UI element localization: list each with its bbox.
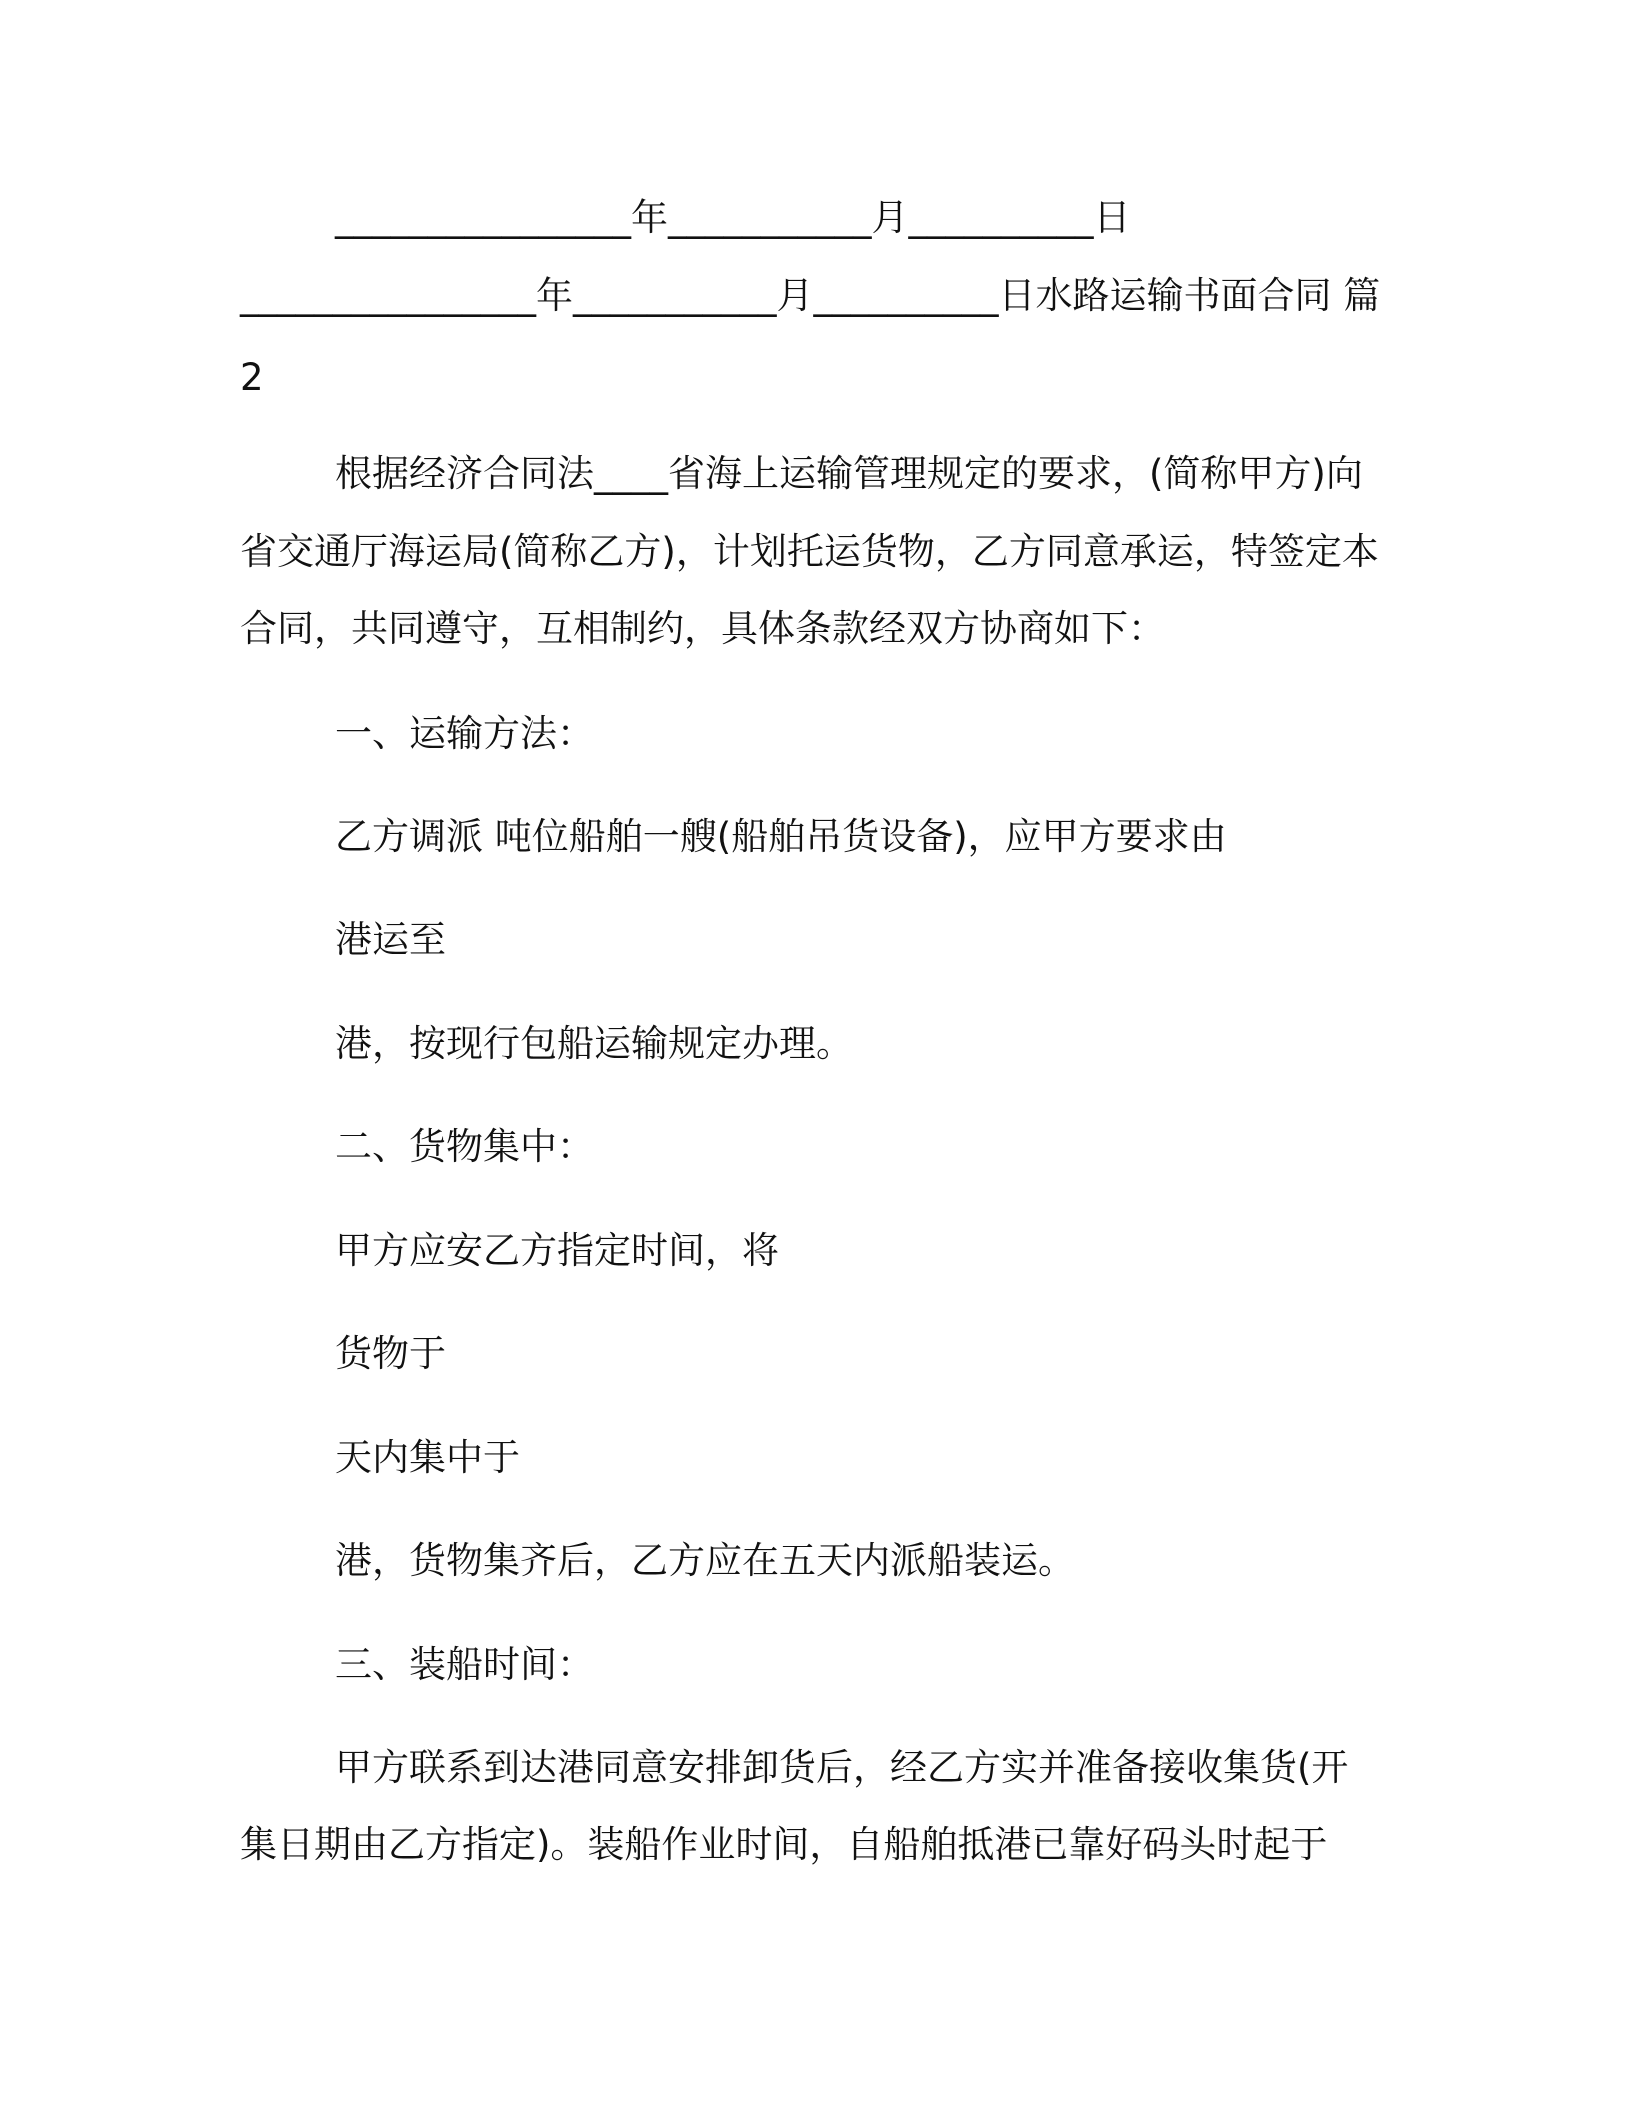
paragraph-line: 港，货物集齐后，乙方应在五天内派船装运。 [335, 1539, 1075, 1582]
title-line: ________________年___________月__________日水路运输书面合同 篇 [240, 274, 1381, 317]
paragraph-line: 甲方联系到达港同意安排卸货后，经乙方实并准备接收集货(开 [335, 1746, 1349, 1789]
paragraph-line: 集日期由乙方指定)。装船作业时间，自船舶抵港已靠好码头时起于 [240, 1823, 1328, 1866]
paragraph-line: 港运至 [335, 918, 446, 961]
paragraph-line: 货物于 [335, 1332, 446, 1375]
section-heading: 一、运输方法： [335, 712, 594, 755]
paragraph-line: 港，按现行包船运输规定办理。 [335, 1022, 853, 1065]
paragraph-line: 省交通厅海运局(简称乙方)，计划托运货物，乙方同意承运，特签定本 [240, 530, 1379, 573]
paragraph-line: 根据经济合同法____省海上运输管理规定的要求，(简称甲方)向 [335, 452, 1363, 495]
paragraph-line: 天内集中于 [335, 1436, 520, 1479]
date-line: ________________年___________月__________日 [335, 196, 1131, 239]
paragraph-line: 甲方应安乙方指定时间，将 [335, 1229, 779, 1272]
paragraph-line: 合同，共同遵守，互相制约，具体条款经双方协商如下： [240, 607, 1165, 650]
paragraph-line: 乙方调派 吨位船舶一艘(船舶吊货设备)，应甲方要求由 [335, 815, 1227, 858]
section-heading: 三、装船时间： [335, 1643, 594, 1686]
title-number: 2 [240, 356, 264, 399]
section-heading: 二、货物集中： [335, 1125, 594, 1168]
